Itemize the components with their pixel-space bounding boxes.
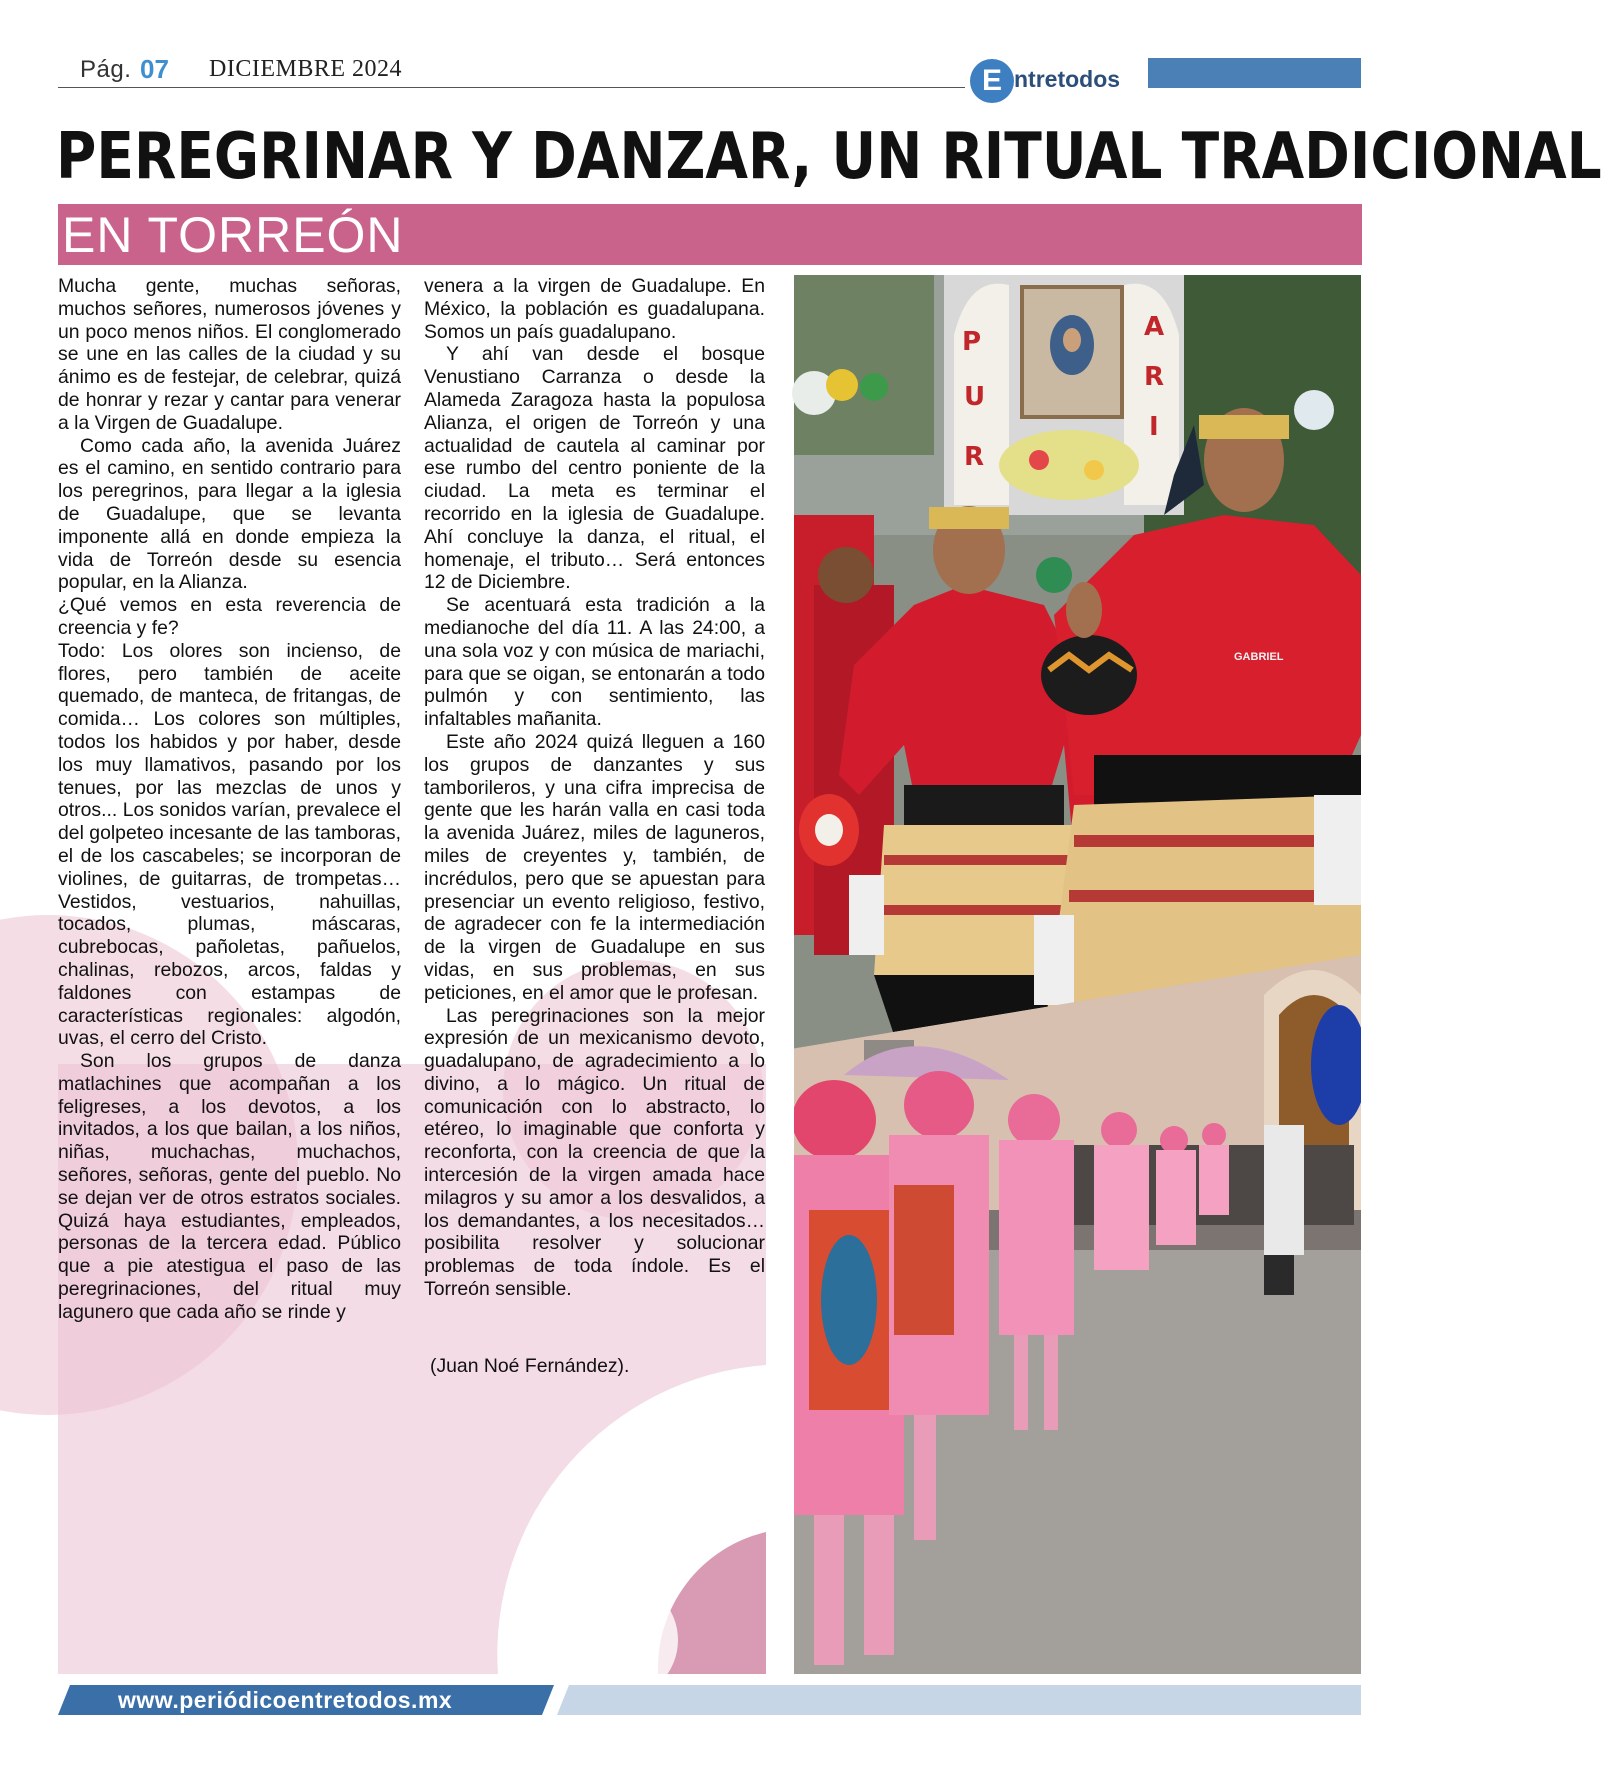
footer-url-link[interactable]: www.periódicoentretodos.mx [118,1687,453,1713]
banner-letter: U [964,382,986,412]
paragraph: venera a la virgen de Guadalupe. En México, la población es guadalupana. Somos un país guadalupano. [424,275,765,343]
paragraph: Las peregrinaciones son la mejor expresión de un mexicanismo devoto, guadalupano, de agradecimiento a lo divino, a lo mágico. Un ritual de comunicación con lo abstracto, lo etéreo, lo imaginable que conforta y reconforta, con la creencia de que la intercesión de la virgen amada hace milagros y su amor a los desvalidos, a los demandantes, a los necesitados… posibilita resolver y solucionar problemas de toda índole. Es el Torreón sensible. [424,1004,765,1301]
brand-name: ntretodos [1014,66,1121,92]
banner-letter: R [1144,362,1165,392]
page-number: 07 [140,54,169,84]
page-label: Pág. [80,56,132,83]
paragraph: Como cada año, la avenida Juárez es el camino, en sentido contrario para los peregrinos, para llegar a la iglesia de Guadalupe, que se levanta imponente allá en donde empieza la vida de Torreón desde su esencia popular, en la Alianza. [58,434,401,594]
brand-bar [1148,58,1361,88]
banner-letter: A [1144,312,1165,342]
brand-logo-icon: E [970,59,1014,103]
photo-red-dancers [794,275,1361,1065]
banner-letter: P [962,327,982,357]
article-column-2 [424,275,765,1301]
paragraph: Mucha gente, muchas señoras, muchos señores, numerosos jóvenes y un poco menos niños. El conglomerado se une en las calles de la ciudad y su ánimo es de festejar, de celebrar, quizá de honrar y rezar y cantar para venerar a la Virgen de Guadalupe. [58,275,401,434]
author-signature: (Juan Noé Fernández). [430,1355,630,1377]
paragraph: ¿Qué vemos en esta reverencia de creencia y fe? [58,594,401,639]
photo-pink-dancers [794,955,1361,1674]
subhead: EN TORREÓN [62,207,404,263]
banner-letter: R [964,442,985,472]
paragraph: Todo: Los olores son incienso, de flores, pero también de aceite quemado, de manteca, de fritangas, de comida… Los colores son múltiples, todos los habidos y por haber, desde los muy llamativos, pasando por los tenues, por las mezclas de unos y otros... Los sonidos varían, prevalece el del golpeteo incesante de las tamboras, el de los cascabeles; se incorporan de violines, de guitarras, de trompetas… Vestidos, vestuarios, nahuillas, tocados, plumas, máscaras, cubrebocas, pañoletas, pañuelos, chalinas, rebozos, arcos, faldas y faldones con estampas de características regionales: algodón, uvas, el cerro del Cristo. [58,639,401,1050]
paragraph: Se acentuará esta tradición a la medianoche del día 11. A las 24:00, a una sola voz y con música de mariachi, para que se oigan, se entonarán a todo pulmón y con sentimiento, las infaltables mañanita. [424,594,765,731]
paragraph: Y ahí van desde el bosque Venustiano Carranza o desde la Alameda Zaragoza hasta la populosa Alianza, el origen de Torreón y una actualidad de cautela al caminar por ese rumbo del centro poniente de la ciudad. La meta es terminar el recorrido en la iglesia de Guadalupe. Ahí concluye la danza, el ritual, el homenaje, el tributo… Será entonces 12 de Diciembre. [424,343,765,594]
paragraph: Este año 2024 quizá lleguen a 160 los grupos de danzantes y sus tamborileros, y una cifra imprecisa de gente que les harán valla en casi toda la avenida Juárez, miles de laguneros, miles de creyentes y, también, de incrédulos, pero que se apuestan para presenciar un evento religioso, festivo, de agradecer con fe la intermediación de la virgen de Guadalupe en sus vidas, en sus problemas, en sus peticiones, en el amor que le profesan. [424,730,765,1004]
issue-date: DICIEMBRE 2024 [209,56,402,82]
paragraph: Son los grupos de danza matlachines que acompañan a los feligreses, a los devotos, a los invitados, a los que bailan, a los niños, niñas, muchachas, muchachos, señores, señoras, gente del pueblo. No se dejan ver de otros estratos sociales. Quizá haya estudiantes, empleados, personas de la tercera edad. Público que a pie atestigua el paso de las peregrinaciones, del ritual muy lagunero que cada año se rinde y [58,1050,401,1323]
headline: PEREGRINAR Y DANZAR, UN RITUAL TRADICIONAL [56,120,1602,194]
banner-letter: I [1149,412,1159,442]
article-column-1 [58,275,401,1324]
shirt-label: GABRIEL [1234,651,1284,663]
footer-accent-bar [557,1685,1361,1715]
